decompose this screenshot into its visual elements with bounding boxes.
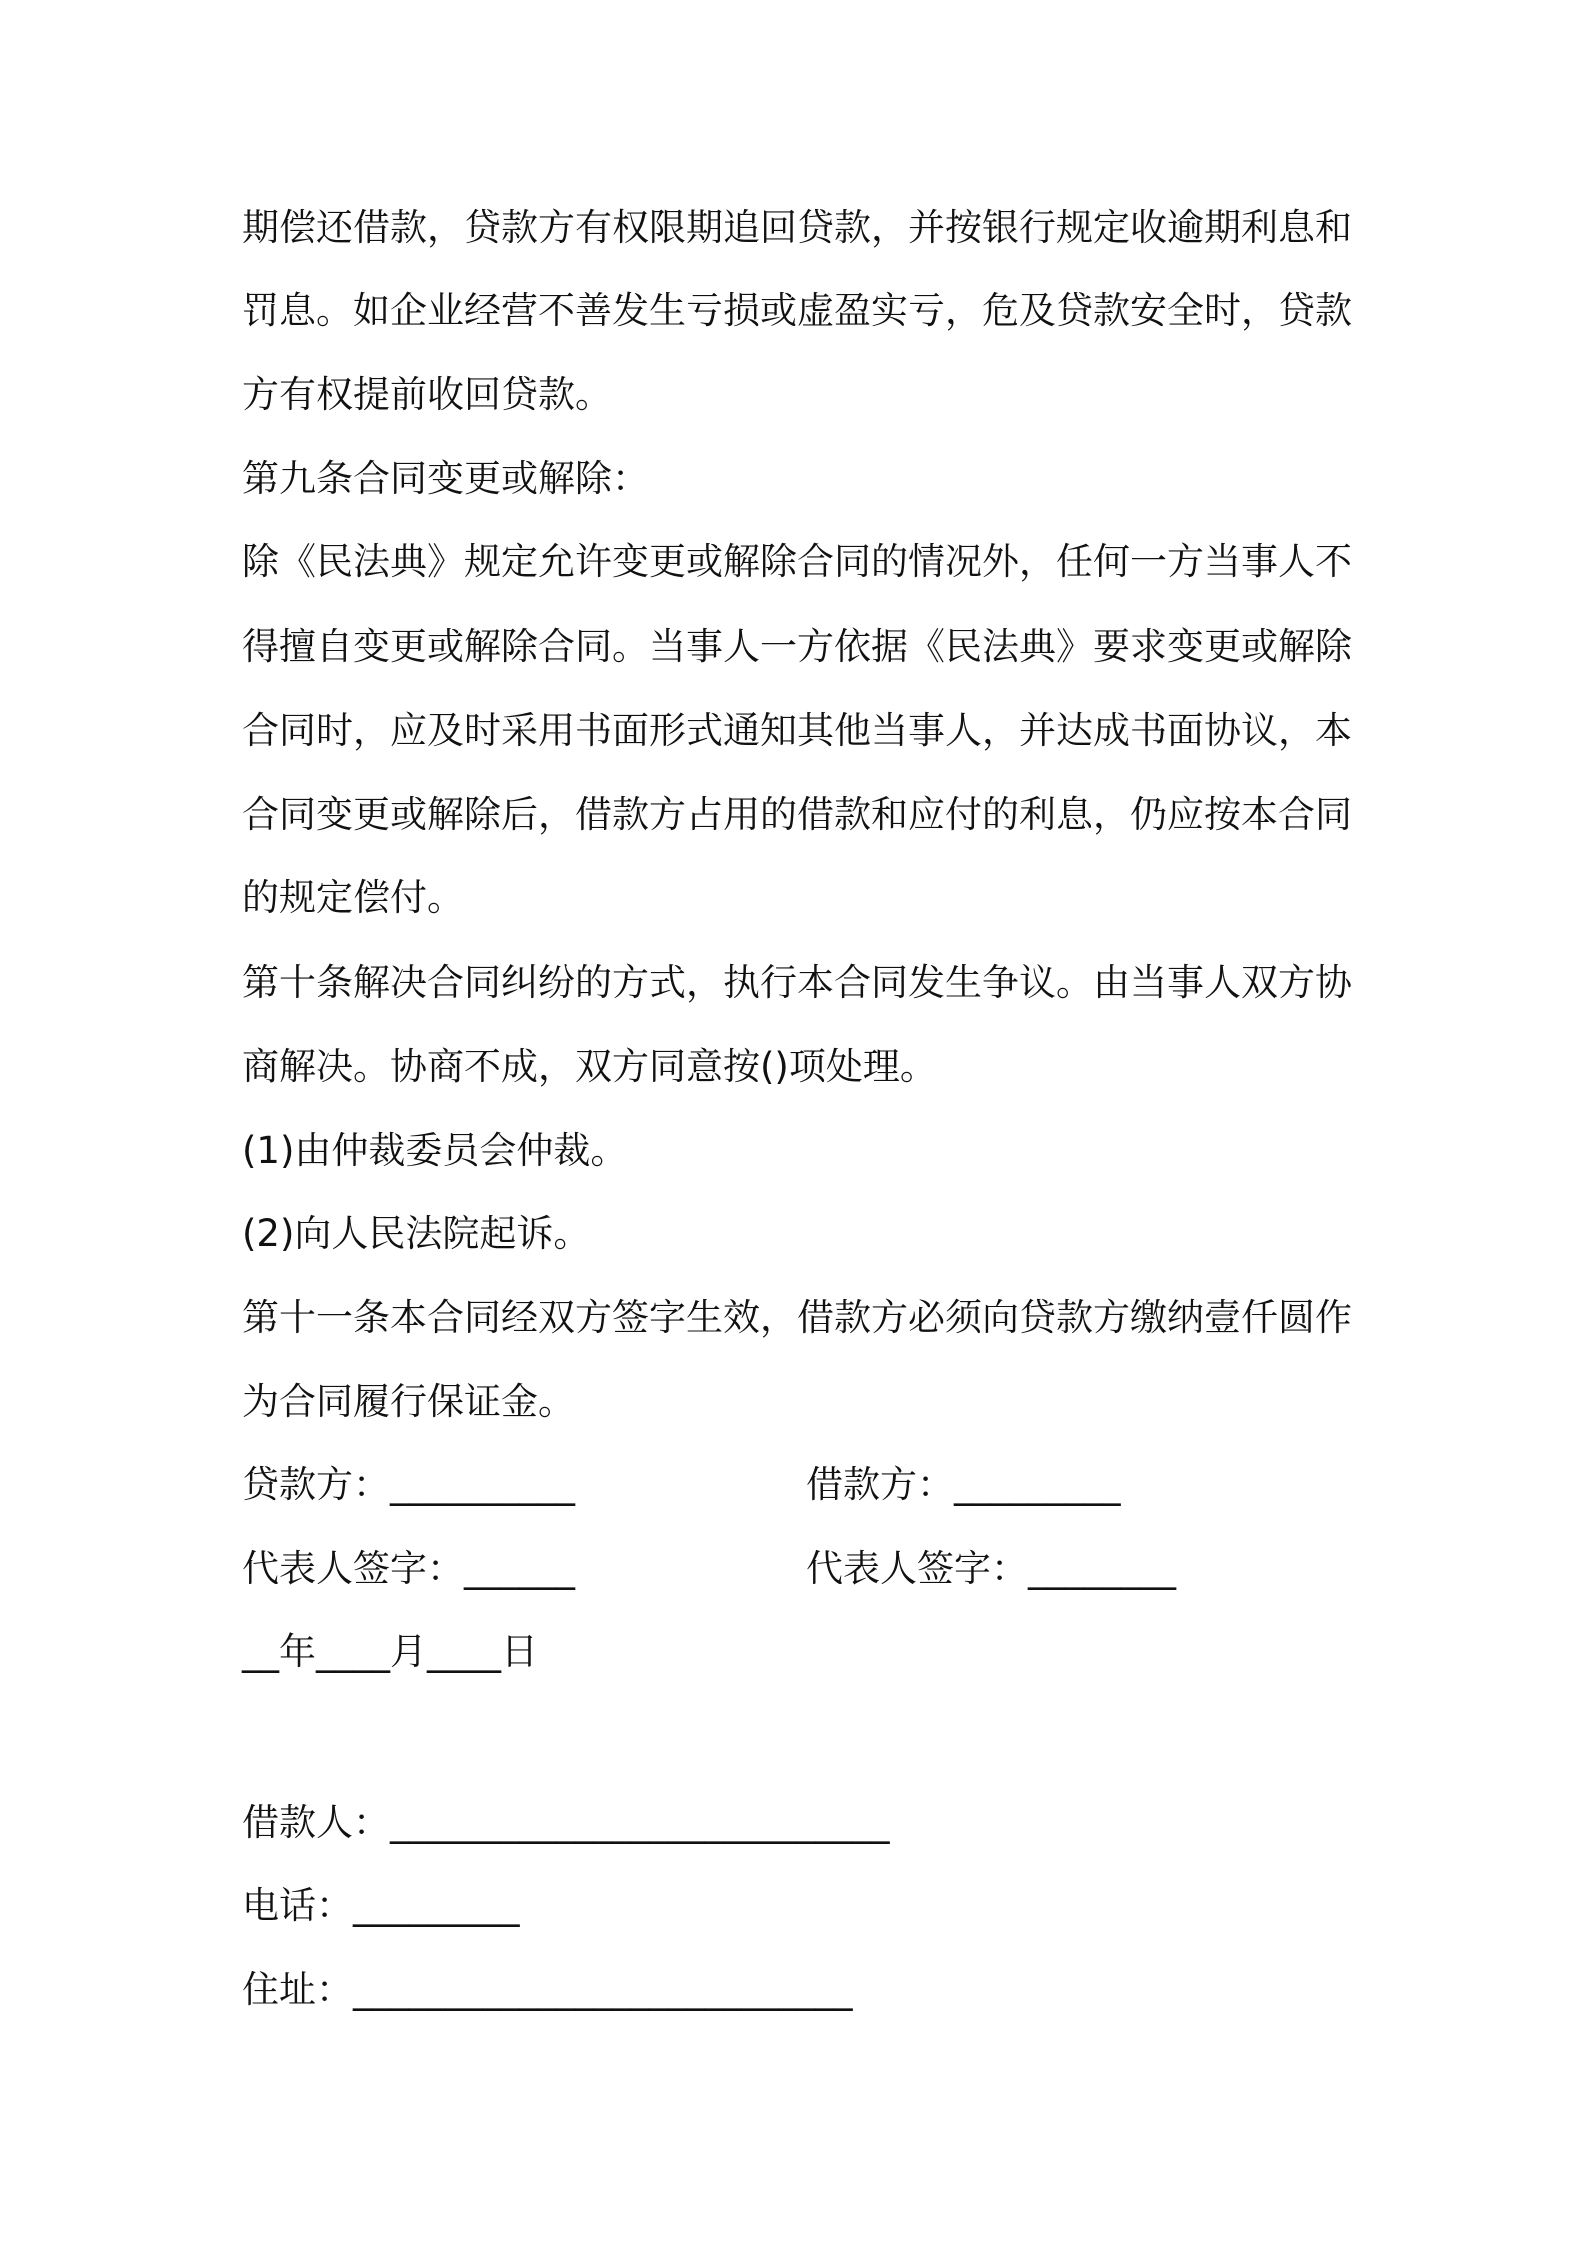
paragraph-line: 罚息。如企业经营不善发生亏损或虚盈实亏，危及贷款安全时，贷款 [242,289,1352,332]
paragraph-line: 商解决。协商不成，双方同意按()项处理。 [242,1045,937,1088]
paragraph-line: 除《民法典》规定允许变更或解除合同的情况外，任何一方当事人不 [242,540,1352,583]
borrower-rep-signature-field: 代表人签字：________ [806,1547,1176,1590]
address-field: 住址：___________________________ [242,1968,853,2011]
paragraph-line: 为合同履行保证金。 [242,1380,575,1423]
date-field: __年____月____日 [242,1630,538,1673]
article-9-heading: 第九条合同变更或解除： [242,457,649,500]
lender-signature-field: 贷款方：__________ [242,1463,575,1506]
borrower-party-signature-field: 借款方：_________ [806,1463,1121,1506]
article-10-line: 第十条解决合同纠纷的方式，执行本合同发生争议。由当事人双方协 [242,961,1352,1004]
lender-rep-signature-field: 代表人签字：______ [242,1547,575,1590]
paragraph-line: 的规定偿付。 [242,876,464,919]
paragraph-line: 合同时，应及时采用书面形式通知其他当事人，并达成书面协议，本 [242,709,1352,752]
paragraph-line: 期偿还借款，贷款方有权限期追回贷款，并按银行规定收逾期利息和 [242,206,1352,249]
paragraph-line: 合同变更或解除后，借款方占用的借款和应付的利息，仍应按本合同 [242,793,1352,836]
option-2: (2)向人民法院起诉。 [242,1212,591,1255]
paragraph-line: 方有权提前收回贷款。 [242,373,612,416]
paragraph-line: 得擅自变更或解除合同。当事人一方依据《民法典》要求变更或解除 [242,625,1352,668]
phone-field: 电话：_________ [242,1884,520,1927]
article-11-line: 第十一条本合同经双方签字生效，借款方必须向贷款方缴纳壹仟圆作 [242,1296,1352,1339]
option-1: (1)由仲裁委员会仲裁。 [242,1129,628,1172]
borrower-name-field: 借款人：___________________________ [242,1801,890,1844]
